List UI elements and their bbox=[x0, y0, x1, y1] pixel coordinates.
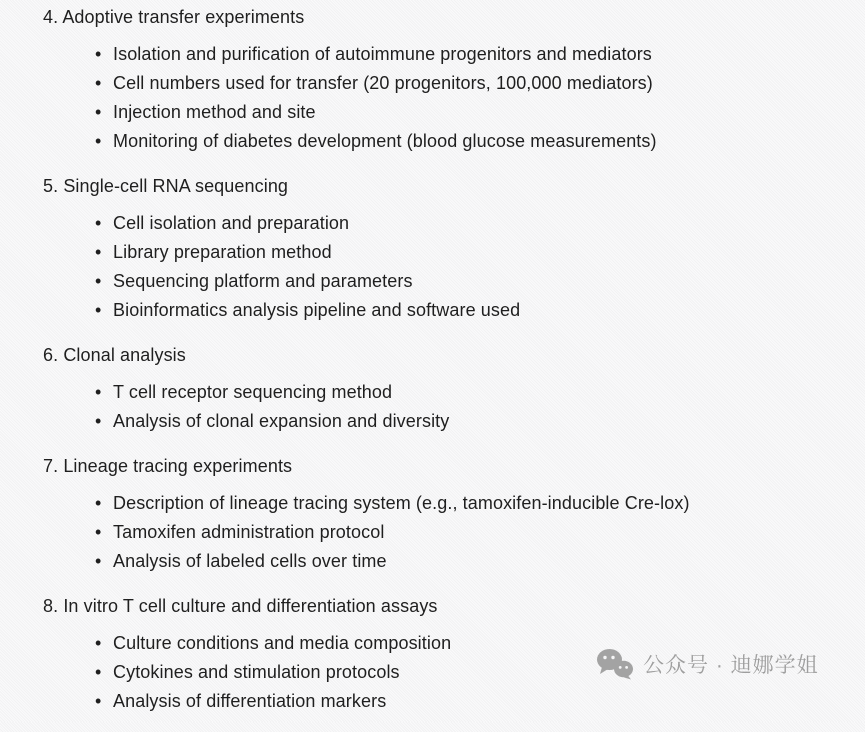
bullet-item: • Bioinformatics analysis pipeline and software used bbox=[0, 296, 865, 325]
section-heading: 6. Clonal analysis bbox=[43, 345, 186, 365]
bullet-item: • Cytokines and stimulation protocols bbox=[0, 658, 865, 687]
bullet-item: • Tamoxifen administration protocol bbox=[0, 518, 865, 547]
section-heading: 8. In vitro T cell culture and differentiation assays bbox=[43, 596, 438, 616]
section-lineage-tracing bbox=[0, 452, 865, 576]
bullet-item: • Cell numbers used for transfer (20 progenitors, 100,000 mediators) bbox=[0, 69, 865, 98]
section-heading: 4. Adoptive transfer experiments bbox=[43, 7, 305, 27]
section-heading: 7. Lineage tracing experiments bbox=[43, 456, 293, 476]
bullet-item: • Analysis of clonal expansion and diversity bbox=[0, 407, 865, 436]
bullet-item: • Sequencing platform and parameters bbox=[0, 267, 865, 296]
bullet-item: • T cell receptor sequencing method bbox=[0, 378, 865, 407]
bullet-list bbox=[0, 489, 865, 576]
bullet-item: • Library preparation method bbox=[0, 238, 865, 267]
bullet-list bbox=[0, 40, 865, 156]
bullet-item: • Isolation and purification of autoimmune progenitors and mediators bbox=[0, 40, 865, 69]
outline-document bbox=[0, 3, 865, 732]
section-heading: 5. Single-cell RNA sequencing bbox=[43, 176, 289, 196]
bullet-item: • Description of lineage tracing system (e.g., tamoxifen-inducible Cre-lox) bbox=[0, 489, 865, 518]
wechat-icon bbox=[596, 648, 634, 680]
bullet-item: • Analysis of labeled cells over time bbox=[0, 547, 865, 576]
section-adoptive-transfer bbox=[0, 3, 865, 156]
watermark-label: 公众号 · 迪娜学姐 bbox=[643, 654, 819, 677]
bullet-item: • Culture conditions and media composition bbox=[0, 629, 865, 658]
watermark bbox=[596, 648, 819, 680]
bullet-item: • Monitoring of diabetes development (blood glucose measurements) bbox=[0, 127, 865, 156]
bullet-item: • Cell isolation and preparation bbox=[0, 209, 865, 238]
section-clonal-analysis bbox=[0, 341, 865, 436]
bullet-list bbox=[0, 209, 865, 325]
section-scrna-seq bbox=[0, 172, 865, 325]
bullet-item: • Analysis of differentiation markers bbox=[0, 687, 865, 716]
bullet-list bbox=[0, 378, 865, 436]
bullet-item: • Injection method and site bbox=[0, 98, 865, 127]
